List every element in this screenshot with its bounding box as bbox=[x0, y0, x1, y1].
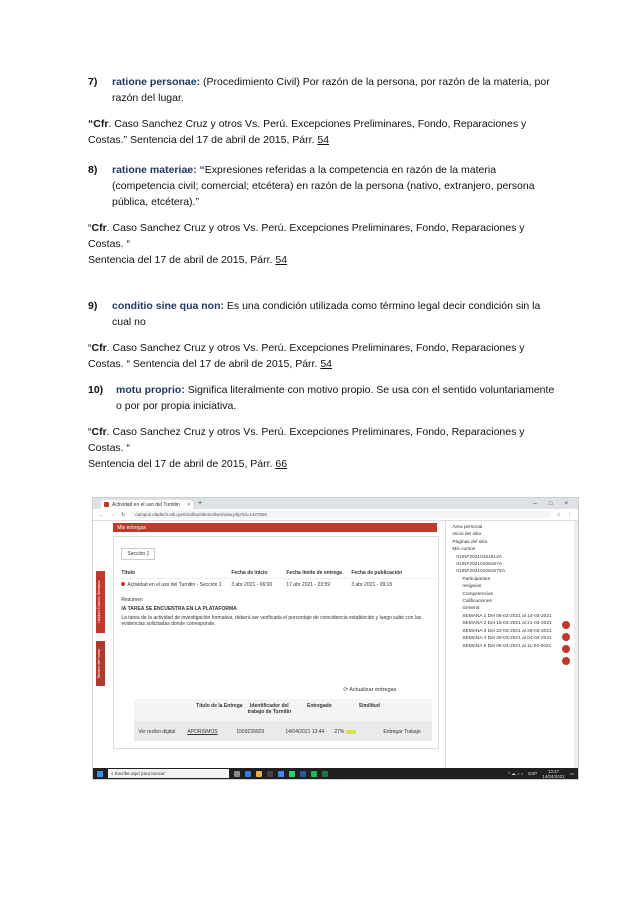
table-row: Actividad en el uso del Turnitin - Sección 1 3 abr 2021 - 06:00 17 abr 2021 - 23:59 3 abr 2021 - 09:15 bbox=[117, 578, 435, 591]
folder-icon[interactable] bbox=[256, 771, 262, 777]
page-content bbox=[93, 521, 578, 768]
term-definition: Es una condición utilizada como término legal decir condición sin la cual no bbox=[112, 300, 541, 328]
tray-icons[interactable]: ^ ☁ ⌂ ♪ bbox=[507, 770, 524, 776]
nav-item[interactable]: Participantes bbox=[462, 576, 491, 582]
term-item-10 bbox=[88, 382, 558, 414]
cfr-label: Cfr bbox=[93, 118, 109, 130]
favicon-icon bbox=[104, 502, 109, 507]
nav-item[interactable]: SEMANA 1 Del 06-03-2021 al 14-03-2021 bbox=[462, 613, 552, 619]
chat-icon[interactable] bbox=[562, 621, 570, 629]
nav-item[interactable]: 01INF20210181912A bbox=[456, 554, 502, 560]
nav-item[interactable]: SEMANA 4 Del 29-03-2021 al 04-04-2021 bbox=[462, 636, 552, 642]
nav-item[interactable]: Calificaciones bbox=[462, 599, 492, 605]
section-tab[interactable]: Sección 1 bbox=[121, 548, 155, 560]
grid-row: Ver recibo digital APORISMOS 1559239929 14/04/2021 13:44 27% Entregar Trabajo bbox=[134, 721, 432, 741]
windows-start-icon[interactable] bbox=[97, 771, 103, 777]
nav-item[interactable]: 01INF20210106167A bbox=[456, 562, 502, 568]
edge-icon[interactable] bbox=[245, 771, 251, 777]
receipt-link[interactable]: Ver recibo digital bbox=[138, 729, 176, 735]
reload-icon[interactable]: ↻ bbox=[121, 511, 126, 518]
main-panel bbox=[107, 521, 445, 768]
term-definition: Significa literalmente con motivo propio. Se usa con el sentido voluntariamente o por por propia iniciativa. bbox=[116, 384, 555, 412]
citation-10: “Cfr. Caso Sanchez Cruz y otros Vs. Perú. Excepciones Preliminares, Fondo, Reparaciones y Costas. “ Sentencia del 17 de abril de 2015, Párr. 66 bbox=[88, 426, 525, 470]
term-definition: (Procedimiento Civil) Por razón de la persona, por razón de la materia, por razón del lugar. bbox=[112, 76, 550, 104]
word-icon[interactable] bbox=[300, 771, 306, 777]
excel-icon[interactable] bbox=[322, 771, 328, 777]
assignment-card bbox=[113, 536, 439, 749]
term-number: 7) bbox=[88, 76, 98, 88]
submit-work-button[interactable]: Entregar Trabajo bbox=[383, 729, 421, 735]
document-body bbox=[88, 74, 558, 472]
taskview-icon[interactable] bbox=[234, 771, 240, 777]
term-definition: Expresiones referidas a la competencia en razón de la materia (competencia civil; comercial; etcétera) en razón de la persona (nativo, extranjero, persona pública, etcétera).” bbox=[112, 164, 535, 208]
spotify-icon[interactable] bbox=[311, 771, 317, 777]
browser-tab[interactable]: Actividad en el uso del Turnitin × bbox=[101, 500, 193, 509]
vertical-tab-board[interactable]: Tablero del curso bbox=[96, 641, 105, 686]
new-tab-icon[interactable]: + bbox=[198, 500, 203, 507]
floating-actions bbox=[562, 621, 570, 665]
term-name: conditio sine qua non: bbox=[112, 300, 224, 312]
citation-7: “Cfr. Caso Sanchez Cruz y otros Vs. Perú. Excepciones Preliminares, Fondo, Reparaciones y Costas.” Sentencia del 17 de abril de 2015, Párr. 54 bbox=[88, 118, 527, 146]
download-icon[interactable] bbox=[562, 645, 570, 653]
embedded-screenshot bbox=[92, 497, 579, 780]
grid-header: Título de la Entrega Identificador del trabajo de Turnitin Entregado Similitud bbox=[196, 703, 380, 715]
cfr-label: Cfr bbox=[91, 426, 107, 438]
clock[interactable]: 13:47 14/04/2021 bbox=[542, 768, 565, 779]
menu-icon[interactable]: ⋮ bbox=[567, 511, 572, 518]
submission-title-link[interactable]: APORISMOS bbox=[187, 729, 218, 735]
info-icon[interactable] bbox=[562, 657, 570, 665]
minimize-icon[interactable]: – bbox=[533, 500, 537, 507]
url-input[interactable]: campus.uladech.edu.pe/mod/turnitintooltwo/view.php?id=1427655 bbox=[131, 511, 550, 518]
alert-icon bbox=[121, 582, 125, 586]
paragraph-ref: 54 bbox=[275, 254, 288, 266]
update-submissions-button[interactable]: ⟳ Actualizar entregas bbox=[343, 687, 397, 693]
paragraph-ref: 54 bbox=[317, 134, 330, 146]
citation-9: “Cfr. Caso Sanchez Cruz y otros Vs. Perú. Excepciones Preliminares, Fondo, Reparaciones y Costas. “ Sentencia del 17 de abril de 2015, Párr. 54 bbox=[88, 342, 525, 370]
citation-8: “Cfr. Caso Sanchez Cruz y otros Vs. Perú. Excepciones Preliminares, Fondo, Reparaciones y Costas. “ Sentencia del 17 de abril de 2015, Párr. 54 bbox=[88, 222, 525, 266]
term-number: 8) bbox=[88, 164, 98, 176]
paragraph-ref: 54 bbox=[320, 358, 332, 370]
summary: Resumen IA TAREA SE ENCUENTRA EN LA PLATAFORMA La tarea de la actividad de investigación formativa, deberá ser verificada el porcentaje de coincidencia establecido y luego subir con las evidencias solicitadas donde corresponde. bbox=[121, 597, 422, 627]
term-item-8 bbox=[88, 162, 558, 210]
submissions-grid bbox=[134, 699, 432, 741]
system-tray: ^ ☁ ⌂ ♪ ESP 13:47 14/04/2021 ▭ bbox=[507, 768, 574, 779]
close-icon[interactable]: × bbox=[187, 501, 190, 508]
term-item-7 bbox=[88, 74, 558, 106]
forward-icon[interactable]: → bbox=[110, 511, 115, 518]
nav-item[interactable]: General bbox=[462, 606, 480, 612]
submissions-bar: Mis entregas bbox=[113, 523, 437, 532]
taskbar bbox=[93, 768, 578, 779]
search-icon: ⌕ bbox=[111, 771, 114, 776]
window-controls bbox=[534, 501, 578, 507]
course-nav-sidebar bbox=[445, 521, 578, 768]
left-vertical-tabs bbox=[93, 521, 107, 768]
table-header: Título Fecha de inicio Fecha límite de entrega Fecha de publicación bbox=[121, 570, 403, 576]
nav-item[interactable]: Inicio del sitio bbox=[452, 532, 482, 538]
notifications-icon[interactable]: ▭ bbox=[569, 770, 574, 776]
whatsapp-icon[interactable] bbox=[289, 771, 295, 777]
term-name: ratione materiae: “ bbox=[112, 164, 205, 176]
nav-item[interactable]: Insignias bbox=[462, 584, 482, 590]
close-window-icon[interactable]: × bbox=[564, 500, 568, 507]
term-name: ratione personae: bbox=[112, 76, 201, 88]
paragraph-ref: 66 bbox=[275, 458, 288, 470]
vertical-tab-unit[interactable]: Unidad Cursos Semana bbox=[96, 571, 105, 633]
term-name: motu proprio: bbox=[116, 384, 185, 396]
nav-item[interactable]: SEMANA 3 Del 22-03-2021 al 28-03-2021 bbox=[462, 628, 552, 634]
nav-item[interactable]: Mis cursos bbox=[452, 547, 476, 553]
settings-icon[interactable] bbox=[562, 633, 570, 641]
back-icon[interactable]: ← bbox=[99, 511, 104, 518]
cfr-label: Cfr bbox=[91, 342, 107, 354]
term-item-9 bbox=[88, 298, 558, 330]
chrome-icon[interactable] bbox=[278, 771, 284, 777]
address-bar bbox=[93, 509, 578, 521]
nav-item[interactable]: SEMANA 5 Del 05-04-2021 al 11-04-2021 bbox=[462, 643, 552, 649]
nav-item[interactable]: Competencias bbox=[462, 591, 494, 597]
term-number: 10) bbox=[88, 384, 104, 396]
star-icon[interactable]: ☆ bbox=[556, 511, 561, 518]
nav-item[interactable]: 01INF20210106167SA bbox=[456, 569, 506, 575]
store-icon[interactable] bbox=[267, 771, 273, 777]
cfr-label: Cfr bbox=[91, 222, 107, 234]
maximize-icon[interactable]: □ bbox=[548, 500, 553, 507]
scrollbar[interactable] bbox=[574, 521, 578, 768]
refresh-icon: ⟳ bbox=[343, 687, 349, 693]
term-number: 9) bbox=[88, 300, 98, 312]
browser-tabbar bbox=[93, 498, 578, 509]
nav-item[interactable]: Área personal bbox=[452, 525, 483, 530]
nav-item[interactable]: SEMANA 2 Del 15-03-2021 al 21-03-2021 bbox=[462, 621, 552, 627]
nav-item[interactable]: Páginas del sitio bbox=[452, 539, 488, 545]
taskbar-search-input[interactable]: ⌕ Escribe aquí para buscar bbox=[108, 769, 229, 778]
similarity-indicator[interactable] bbox=[346, 730, 356, 734]
